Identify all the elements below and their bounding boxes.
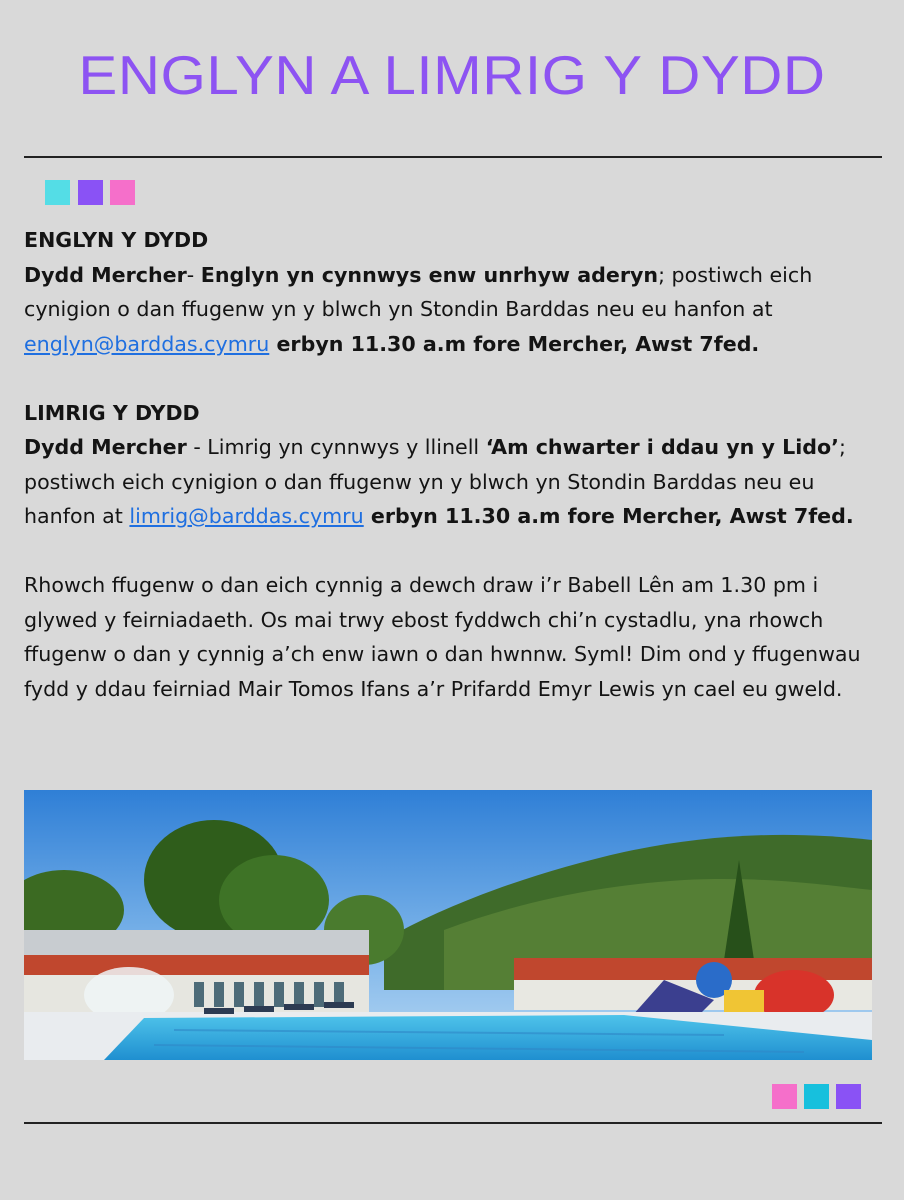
englyn-day-label: Dydd Mercher (24, 262, 187, 287)
page-title: ENGLYN A LIMRIG Y DYDD (78, 44, 826, 106)
englyn-paragraph: Dydd Mercher- Englyn yn cynnwys enw unrhyw aderyn; postiwch eich cynigion o dan ffugenw yn y blwch yn Stondin Barddas neu eu hanfon at englyn@barddas.cymru erbyn 11.30 a.m fore Mercher, Awst 7fed. (24, 262, 813, 356)
limrig-deadline: erbyn 11.30 a.m fore Mercher, Awst 7fed. (363, 504, 854, 528)
limrig-paragraph: Dydd Mercher - Limrig yn cynnwys y llinell ‘Am chwarter i ddau yn y Lido’; postiwch eich cynigion o dan ffugenw yn y blwch yn Stondin Barddas neu eu hanfon at limrig@barddas.cymru erbyn 11.30 a.m fore Mercher, Awst 7fed. (24, 435, 854, 528)
decorative-square-purple (78, 180, 103, 205)
englyn-topic: Englyn yn cynnwys enw unrhyw aderyn (200, 262, 659, 287)
decorative-square-pink (110, 180, 135, 205)
limrig-email-link[interactable]: limrig@barddas.cymru (129, 504, 364, 528)
main-content (24, 223, 882, 706)
englyn-deadline: erbyn 11.30 a.m fore Mercher, Awst 7fed. (269, 331, 760, 356)
limrig-heading: LIMRIG Y DYDD (24, 400, 200, 425)
lido-photo (24, 790, 872, 1060)
limrig-topic: ‘Am chwarter i ddau yn y Lido’ (485, 435, 839, 459)
englyn-heading: ENGLYN Y DYDD (24, 228, 209, 252)
limrig-day-label: Dydd Mercher (24, 435, 187, 459)
decorative-square-purple (836, 1084, 861, 1109)
bottom-divider (24, 1122, 882, 1124)
decorative-square-cyan (45, 180, 70, 205)
top-divider (24, 156, 882, 158)
notice-paragraph: Rhowch ffugenw o dan eich cynnig a dewch draw i’r Babell Lên am 1.30 pm i glywed y feirniadaeth. Os mai trwy ebost fyddwch chi’n cystadlu, yna rhowch ffugenw o dan y cynnig a’ch enw iawn o dan hwnnw. Syml! Dim ond y ffugenwau fydd y ddau feirniad Mair Tomos Ifans a’r Prifardd Emyr Lewis yn cael eu gweld. (24, 573, 861, 701)
decorative-square-pink (772, 1084, 797, 1109)
decorative-square-cyan (804, 1084, 829, 1109)
englyn-email-link[interactable]: englyn@barddas.cymru (24, 331, 270, 356)
